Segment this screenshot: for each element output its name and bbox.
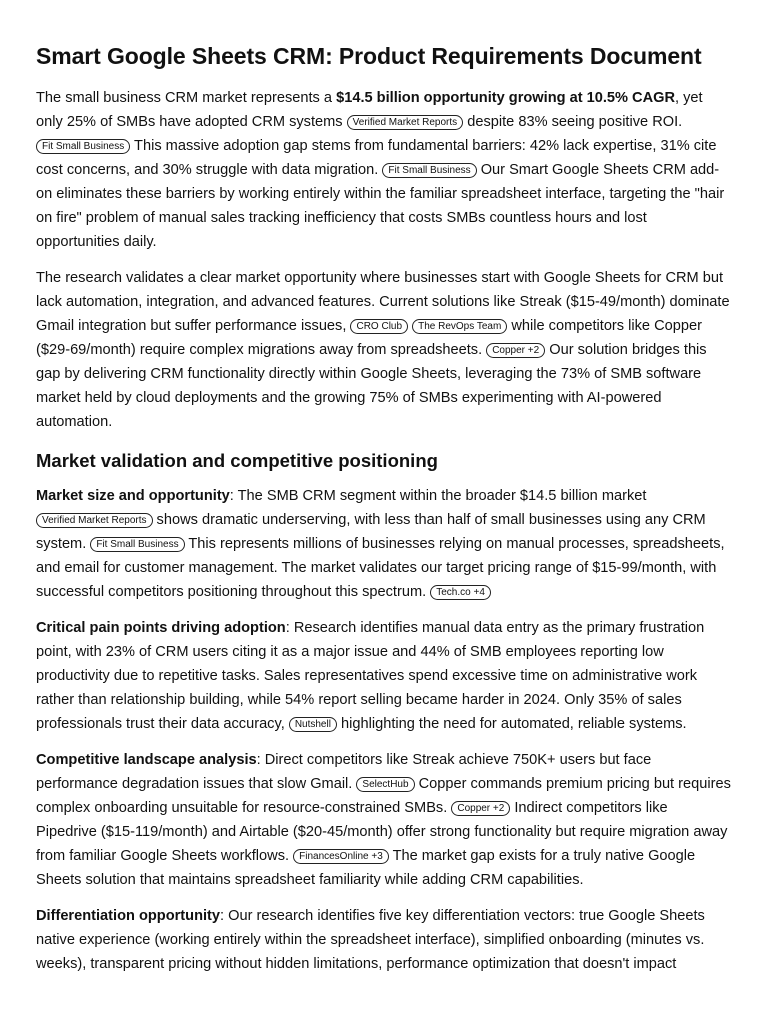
research-text-3: Our solution bridges this gap by delivering CRM functionality directly within Google Sheets, leveraging the 73% of SMB software market held by cloud deployments and the growing 75% of SMBs experimenting with AI-powered automation. [36,342,707,430]
competitive-text-2: Copper commands premium pricing but requires complex onboarding unsuitable for resource-constrained SMBs. [36,776,731,816]
pain-points-text-2: highlighting the need for automated, reliable systems. [336,716,687,732]
citation-badge[interactable]: The RevOps Team [412,319,507,334]
citation-badge[interactable]: Tech.co +4 [430,585,491,600]
competitive-paragraph [36,748,732,892]
intro-text-4: This massive adoption gap stems from fundamental barriers: 42% lack expertise, 31% cite cost concerns, and 30% struggle with data migration. [36,138,717,178]
citation-badge[interactable]: Copper +2 [486,343,545,358]
citation-badge[interactable]: CRO Club [350,319,408,334]
research-text-1: The research validates a clear market opportunity where businesses start with Google Sheets for CRM but lack automation, integration, and advanced features. Current solutions like Streak ($15-49/month) dominate Gmail integration but suffer performance issues, [36,270,730,334]
citation-badge[interactable]: Verified Market Reports [36,513,153,528]
intro-text-3: despite 83% seeing positive ROI. [463,114,683,130]
competitive-text-1: : Direct competitors like Streak achieve 750K+ users but face performance degradation issues that slow Gmail. [36,752,652,792]
citation-badge[interactable]: Fit Small Business [90,537,184,552]
citation-badge[interactable]: Verified Market Reports [347,115,464,130]
intro-text-5: Our Smart Google Sheets CRM add-on eliminates these barriers by working entirely within the familiar spreadsheet interface, targeting the "hair on fire" problem of manual sales tracking inefficiency that costs SMBs countless hours and lost opportunities daily. [36,162,725,250]
citation-badge[interactable]: Fit Small Business [36,139,130,154]
intro-paragraph [36,86,732,254]
citation-badge[interactable]: Nutshell [289,717,337,732]
citation-badge[interactable]: Copper +2 [451,801,510,816]
differentiation-paragraph [36,904,732,976]
intro-text-2: , yet only 25% of SMBs have adopted CRM systems [36,90,703,130]
intro-highlight: $14.5 billion opportunity growing at 10.5% CAGR [336,90,676,106]
page-title: Smart Google Sheets CRM: Product Requirements Document [36,43,702,69]
market-size-text-1: : The SMB CRM segment within the broader $14.5 billion market [229,488,647,504]
section-heading: Market validation and competitive positioning [36,450,438,471]
research-text-2: while competitors like Copper ($29-69/month) require complex migrations away from spreadsheets. [36,318,702,358]
pain-points-label: Critical pain points driving adoption [36,620,286,636]
research-paragraph [36,266,732,434]
market-size-paragraph [36,484,732,604]
market-size-label: Market size and opportunity [36,488,230,504]
intro-text-1: The small business CRM market represents a [36,90,337,106]
competitive-text-3: Indirect competitors like Pipedrive ($15-119/month) and Airtable ($20-45/month) offer strong functionality but require migration away from familiar Google Sheets workflows. [36,800,728,864]
citation-badge[interactable]: SelectHub [356,777,414,792]
market-size-text-2: shows dramatic underserving, with less than half of small businesses using any CRM system. [36,512,706,552]
differentiation-text-1: : Our research identifies five key differentiation vectors: true Google Sheets native experience (working entirely within the spreadsheet interface), simplified onboarding (minutes vs. weeks), transparent pricing without hidden limitations, performance optimization that doesn't impact [36,908,705,972]
pain-points-text-1: : Research identifies manual data entry as the primary frustration point, with 23% of CRM users citing it as a major issue and 44% of SMB employees reporting low productivity due to repetitive tasks. Sales representatives spend excessive time on administrative work rather than relationship building, while 54% report selling became harder in 2024. Only 35% of sales professionals trust their data accuracy, [36,620,705,732]
competitive-text-4: The market gap exists for a truly native Google Sheets solution that maintains spreadsheet familiarity while adding CRM capabilities. [36,848,696,888]
citation-badge[interactable]: FinancesOnline +3 [293,849,389,864]
pain-points-paragraph [36,616,732,736]
market-size-text-3: This represents millions of businesses relying on manual processes, spreadsheets, and email for customer management. The market validates our target pricing range of $15-99/month, with successful competitors positioning throughout this spectrum. [36,536,725,600]
competitive-label: Competitive landscape analysis [36,752,257,768]
differentiation-label: Differentiation opportunity [36,908,221,924]
citation-badge[interactable]: Fit Small Business [382,163,476,178]
